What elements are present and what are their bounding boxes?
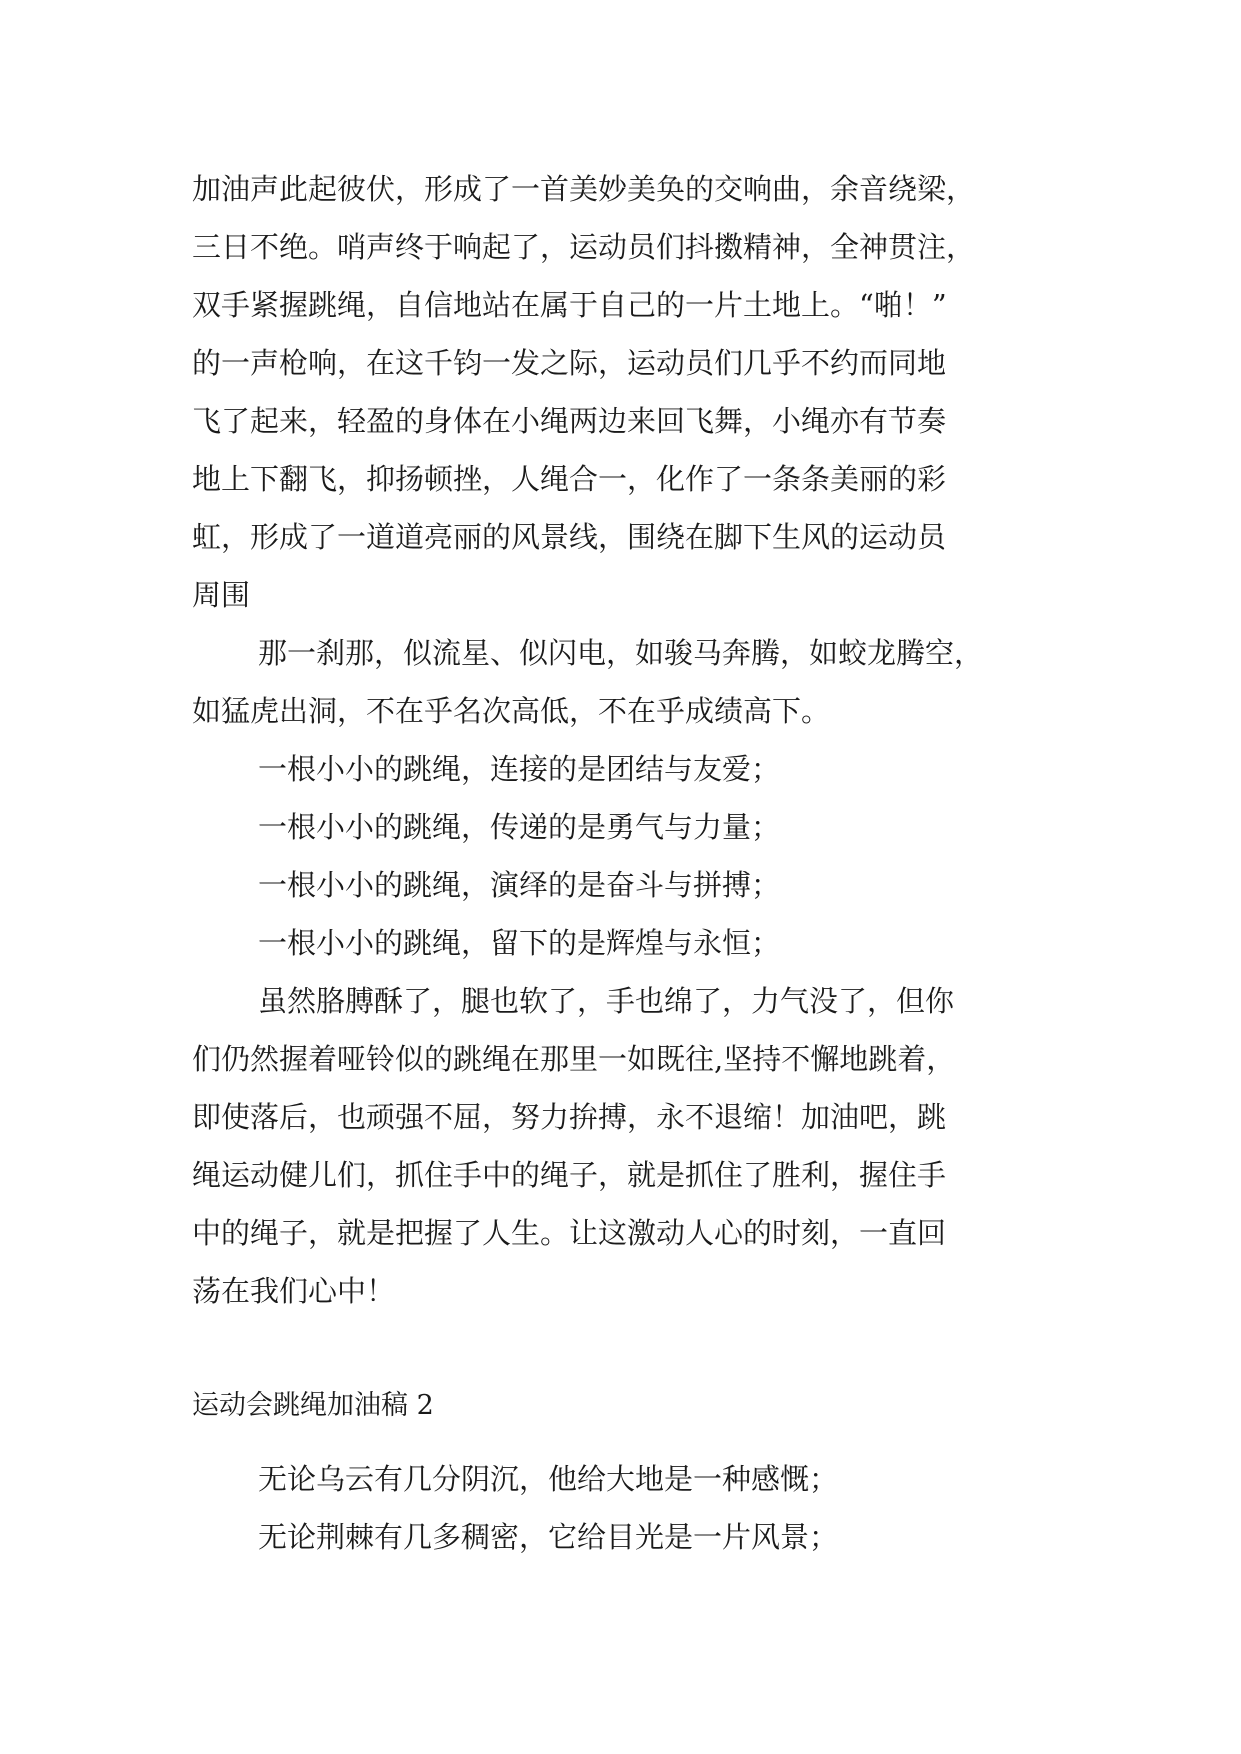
- text-line: 双手紧握跳绳，自信地站在属于自己的一片土地上。“啪！”: [192, 288, 947, 322]
- text-line: 虹，形成了一道道亮丽的风景线，围绕在脚下生风的运动员: [192, 520, 947, 554]
- text-line: 中的绳子，就是把握了人生。让这激动人心的时刻，一直回: [192, 1216, 947, 1250]
- text-line: 加油声此起彼伏，形成了一首美妙美奂的交响曲，余音绕梁，: [192, 172, 976, 206]
- text-line: 的一声枪响，在这千钧一发之际，运动员们几乎不约而同地: [192, 346, 947, 380]
- section-title: 运动会跳绳加油稿 2: [192, 1390, 434, 1421]
- body-text: [192, 160, 1058, 1320]
- text-line: 一根小小的跳绳，演绎的是奋斗与拼搏；: [258, 868, 781, 902]
- text-line: 们仍然握着哑铃似的跳绳在那里一如既往,坚持不懈地跳着，: [192, 1042, 956, 1076]
- text-line: 周围: [192, 578, 251, 612]
- text-line: 地上下翻飞，抑扬顿挫，人绳合一，化作了一条条美丽的彩: [192, 462, 947, 496]
- text-line: 一根小小的跳绳，传递的是勇气与力量；: [258, 810, 781, 844]
- text-line: 三日不绝。哨声终于响起了，运动员们抖擞精神，全神贯注，: [192, 230, 976, 264]
- text-line: 虽然胳膊酥了，腿也软了，手也绵了，力气没了，但你: [258, 984, 955, 1018]
- text-line: 即使落后，也顽强不屈，努力拚搏，永不退缩！加油吧，跳: [192, 1100, 947, 1134]
- text-line: 绳运动健儿们，抓住手中的绳子，就是抓住了胜利，握住手: [192, 1158, 947, 1192]
- text-line: 如猛虎出洞，不在乎名次高低，不在乎成绩高下。: [192, 694, 831, 728]
- section2-text: [192, 1450, 1058, 1566]
- text-line: 无论荆棘有几多稠密，它给目光是一片风景；: [258, 1520, 839, 1554]
- text-line: 那一刹那，似流星、似闪电，如骏马奔腾，如蛟龙腾空，: [258, 636, 984, 670]
- text-line: 一根小小的跳绳，连接的是团结与友爱；: [258, 752, 781, 786]
- text-line: 飞了起来，轻盈的身体在小绳两边来回飞舞，小绳亦有节奏: [192, 404, 947, 438]
- text-line: 无论乌云有几分阴沉，他给大地是一种感慨；: [258, 1462, 839, 1496]
- text-line: 一根小小的跳绳，留下的是辉煌与永恒；: [258, 926, 781, 960]
- text-line: 荡在我们心中！: [192, 1274, 396, 1308]
